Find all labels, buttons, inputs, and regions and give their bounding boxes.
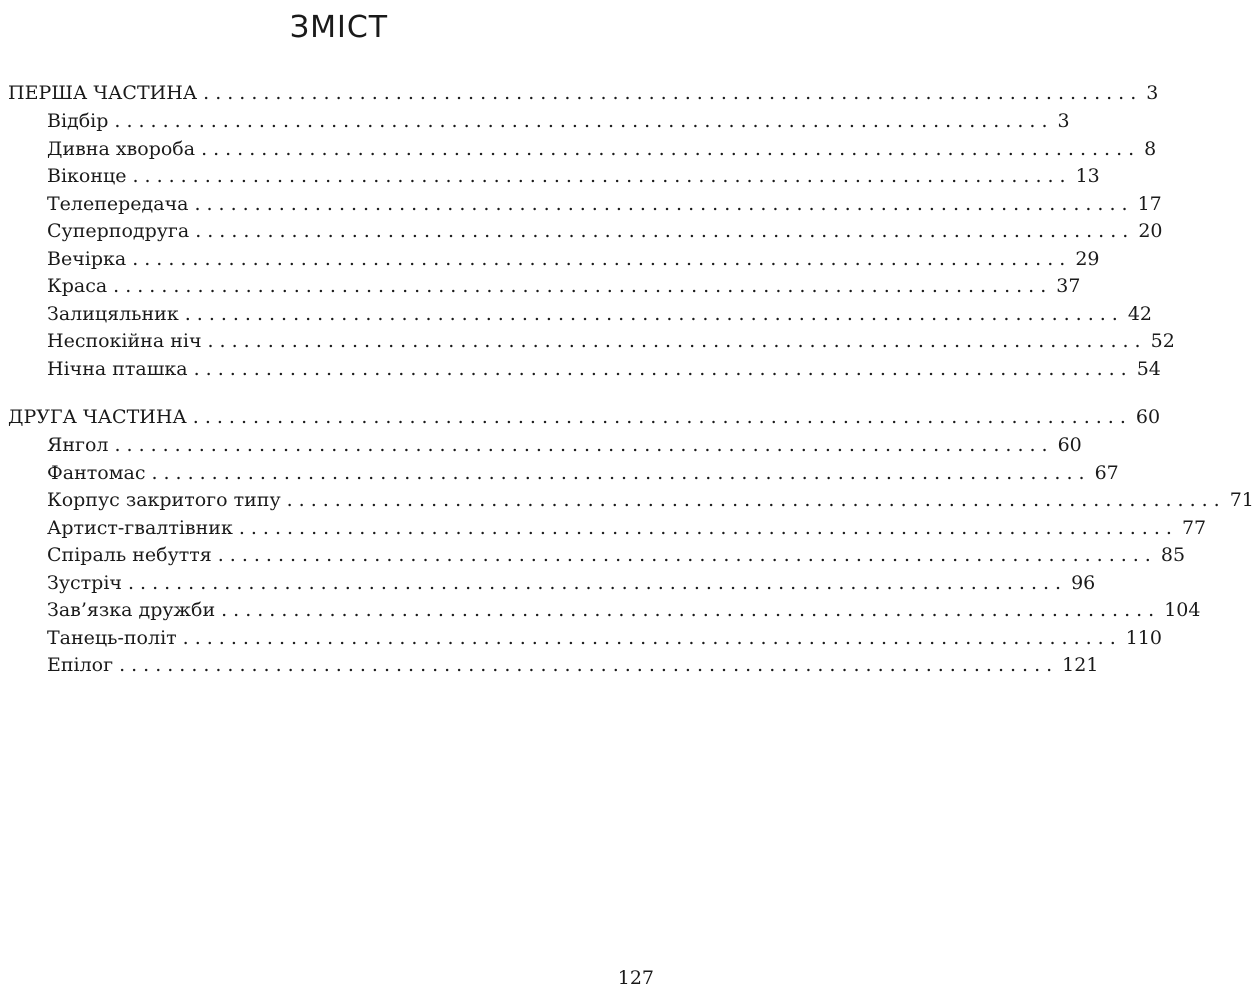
- toc-entry-page: 54: [1136, 357, 1161, 380]
- toc-entry: [47, 273, 1081, 301]
- table-of-contents: [8, 79, 1254, 680]
- leader-dots: ..............................................................................: [203, 82, 1143, 104]
- toc-entry-title: Залицяльник: [47, 302, 179, 325]
- toc-entry-page: 20: [1138, 220, 1163, 242]
- toc-entry-title: Телепередача: [47, 192, 189, 215]
- toc-entry: [47, 487, 1254, 515]
- toc-entry: [47, 136, 1157, 164]
- leader-dots: ..............................................................................: [201, 137, 1141, 160]
- leader-dots: ..............................................................................: [238, 516, 1178, 539]
- toc-entry-page: 104: [1164, 599, 1201, 621]
- toc-entry-page: 85: [1160, 544, 1186, 566]
- toc-entry: [47, 597, 1201, 625]
- toc-entry-page: 17: [1137, 192, 1162, 215]
- toc-entry: [47, 218, 1163, 246]
- toc-entry-page: 121: [1062, 654, 1099, 676]
- toc-entry-title: Краса: [47, 275, 108, 297]
- leader-dots: ..............................................................................: [192, 406, 1132, 428]
- toc-part-page: 3: [1146, 82, 1159, 104]
- toc-entry-title: Суперподруга: [47, 220, 190, 242]
- toc-entry: [47, 301, 1153, 329]
- toc-entry-page: 67: [1094, 461, 1119, 484]
- toc-entry: [47, 432, 1082, 460]
- leader-dots: ..............................................................................: [119, 654, 1059, 676]
- toc-entry: [47, 625, 1163, 653]
- leader-dots: ..............................................................................: [286, 489, 1226, 511]
- toc-entry-page: 110: [1125, 626, 1163, 649]
- toc-entry-page: 52: [1150, 330, 1175, 352]
- toc-entry: [47, 570, 1096, 598]
- leader-dots: ..............................................................................: [194, 192, 1134, 215]
- toc-entry-title: Янгол: [47, 434, 109, 456]
- toc-entry-title: Дивна хвороба: [47, 137, 196, 160]
- toc-entry-page: 60: [1057, 434, 1082, 456]
- toc-entry: [47, 108, 1070, 136]
- leader-dots: ..............................................................................: [127, 571, 1068, 594]
- toc-entry-page: 29: [1075, 247, 1100, 270]
- toc-entry-page: 96: [1071, 571, 1096, 594]
- leader-dots: ..............................................................................: [217, 544, 1157, 566]
- toc-part-label: ДРУГА ЧАСТИНА: [8, 406, 187, 428]
- toc-entry: [47, 191, 1162, 219]
- page-number: 127: [617, 967, 654, 989]
- toc-entry: [47, 460, 1119, 488]
- page-title: ЗМІСТ: [289, 10, 389, 45]
- leader-dots: ..............................................................................: [193, 357, 1133, 380]
- toc-entry-title: Артист-гвалтівник: [47, 516, 233, 539]
- toc-entry-page: 42: [1127, 302, 1153, 325]
- leader-dots: ..............................................................................: [114, 110, 1054, 132]
- toc-entry-title: Танець-політ: [47, 626, 177, 649]
- toc-entry-title: Віконце: [47, 165, 127, 187]
- toc-entry-title: Спіраль небуття: [47, 544, 212, 566]
- toc-entry: [47, 328, 1175, 356]
- leader-dots: ..............................................................................: [132, 165, 1072, 187]
- toc-part-heading: [8, 79, 1159, 108]
- toc-entry-page: 71: [1229, 489, 1254, 511]
- leader-dots: ..............................................................................: [151, 461, 1091, 484]
- leader-dots: ..............................................................................: [207, 330, 1147, 352]
- leader-dots: ..............................................................................: [195, 220, 1135, 242]
- toc-entry-page: 77: [1181, 516, 1207, 539]
- toc-entry-page: 13: [1075, 165, 1100, 187]
- toc-entry-page: 3: [1057, 110, 1070, 132]
- toc-entry-title: Фантомас: [47, 461, 146, 484]
- toc-part-label: ПЕРША ЧАСТИНА: [8, 82, 198, 104]
- toc-entry: [47, 356, 1161, 384]
- toc-entry-title: Вечірка: [47, 247, 127, 270]
- toc-entry-title: Нічна пташка: [47, 357, 188, 380]
- toc-part-page: 60: [1135, 406, 1161, 428]
- leader-dots: ..............................................................................: [184, 302, 1124, 325]
- leader-dots: ..............................................................................: [221, 599, 1161, 621]
- toc-entry: [47, 163, 1100, 191]
- toc-entry-title: Відбір: [47, 110, 109, 132]
- toc-entry-title: Корпус закритого типу: [47, 489, 281, 511]
- toc-entry: [47, 652, 1099, 680]
- toc-entry-page: 8: [1144, 137, 1157, 160]
- toc-entry-title: Неспокійна ніч: [47, 330, 202, 352]
- leader-dots: ..............................................................................: [132, 247, 1072, 270]
- toc-entry-title: Епілог: [47, 654, 114, 676]
- toc-entry-title: Зав’язка дружби: [47, 599, 216, 621]
- part-spacer: [8, 383, 612, 403]
- toc-entry-title: Зустріч: [47, 571, 122, 594]
- toc-part-heading: [8, 403, 1161, 432]
- leader-dots: ..............................................................................: [113, 275, 1053, 297]
- toc-entry: [47, 246, 1100, 274]
- toc-entry: [47, 542, 1186, 570]
- toc-entry: [47, 515, 1207, 543]
- leader-dots: ..............................................................................: [114, 434, 1054, 456]
- leader-dots: ..............................................................................: [182, 626, 1122, 649]
- toc-entry-page: 37: [1056, 275, 1081, 297]
